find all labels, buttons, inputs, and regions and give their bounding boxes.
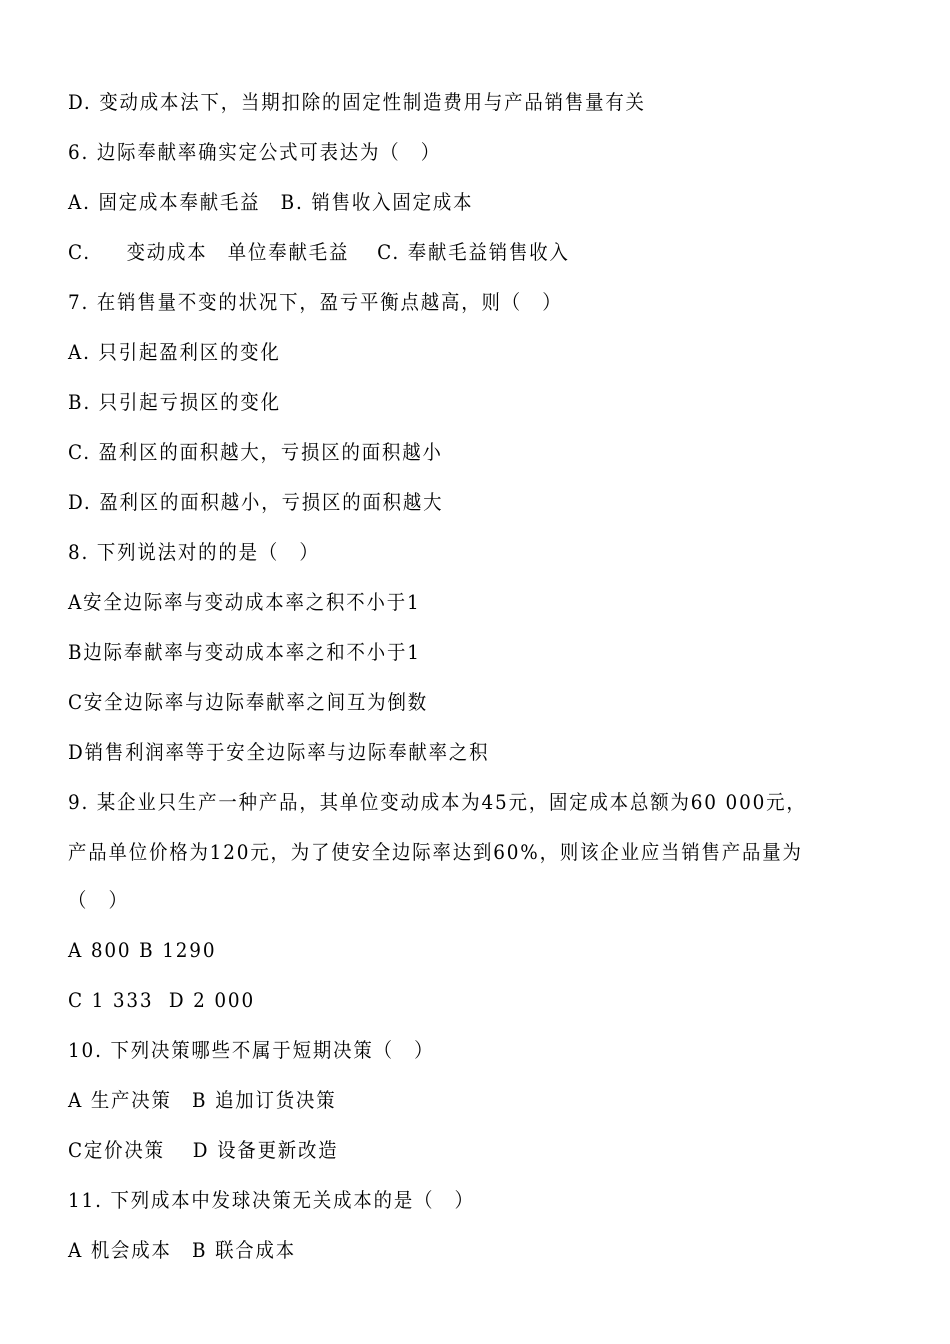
- text-line-question-8: 8. 下列说法对的的是（ ）: [68, 540, 320, 564]
- text-line-q6-options-cc: C. 变动成本 单位奉献毛益 C. 奉献毛益销售收入: [68, 240, 570, 264]
- text-line-q9-options-cd: C 1 333 D 2 000: [68, 988, 256, 1012]
- text-line-q9-options-ab: A 800 B 1290: [68, 938, 217, 962]
- text-line-q8-option-d: D销售利润率等于安全边际率与边际奉献率之积: [68, 740, 490, 764]
- text-line-q11-options-ab: A 机会成本 B 联合成本: [68, 1238, 297, 1262]
- text-line-question-9: 9. 某企业只生产一种产品，其单位变动成本为45元，固定成本总额为60 000元，: [68, 790, 807, 814]
- text-line-q6-options-ab: A. 固定成本奉献毛益 B. 销售收入固定成本: [68, 190, 474, 214]
- text-line-q8-option-a: A安全边际率与变动成本率之积不小于1: [68, 590, 421, 614]
- text-line-q10-options-ab: A 生产决策 B 追加订货决策: [68, 1088, 337, 1112]
- text-line-question-6: 6. 边际奉献率确实定公式可表达为（ ）: [68, 140, 442, 164]
- text-line-q9-blank: （ ）: [68, 888, 129, 912]
- text-line-q7-option-c: C. 盈利区的面积越大，亏损区的面积越小: [68, 440, 443, 464]
- text-line-option-5d: D. 变动成本法下，当期扣除的固定性制造费用与产品销售量有关: [68, 90, 646, 114]
- text-line-q8-option-c: C安全边际率与边际奉献率之间互为倒数: [68, 690, 429, 714]
- text-line-question-9-cont: 产品单位价格为120元，为了使安全边际率达到60%，则该企业应当销售产品量为: [68, 840, 803, 864]
- text-line-q7-option-a: A. 只引起盈利区的变化: [68, 340, 281, 364]
- text-line-question-10: 10. 下列决策哪些不属于短期决策（ ）: [68, 1038, 435, 1062]
- text-line-question-7: 7. 在销售量不变的状况下，盈亏平衡点越高，则（ ）: [68, 290, 563, 314]
- text-line-question-11: 11. 下列成本中发球决策无关成本的是（ ）: [68, 1188, 475, 1212]
- text-line-q7-option-b: B. 只引起亏损区的变化: [68, 390, 281, 414]
- text-line-q7-option-d: D. 盈利区的面积越小，亏损区的面积越大: [68, 490, 444, 514]
- text-line-q10-options-cd: C定价决策 D 设备更新改造: [68, 1138, 339, 1162]
- text-line-q8-option-b: B边际奉献率与变动成本率之和不小于1: [68, 640, 421, 664]
